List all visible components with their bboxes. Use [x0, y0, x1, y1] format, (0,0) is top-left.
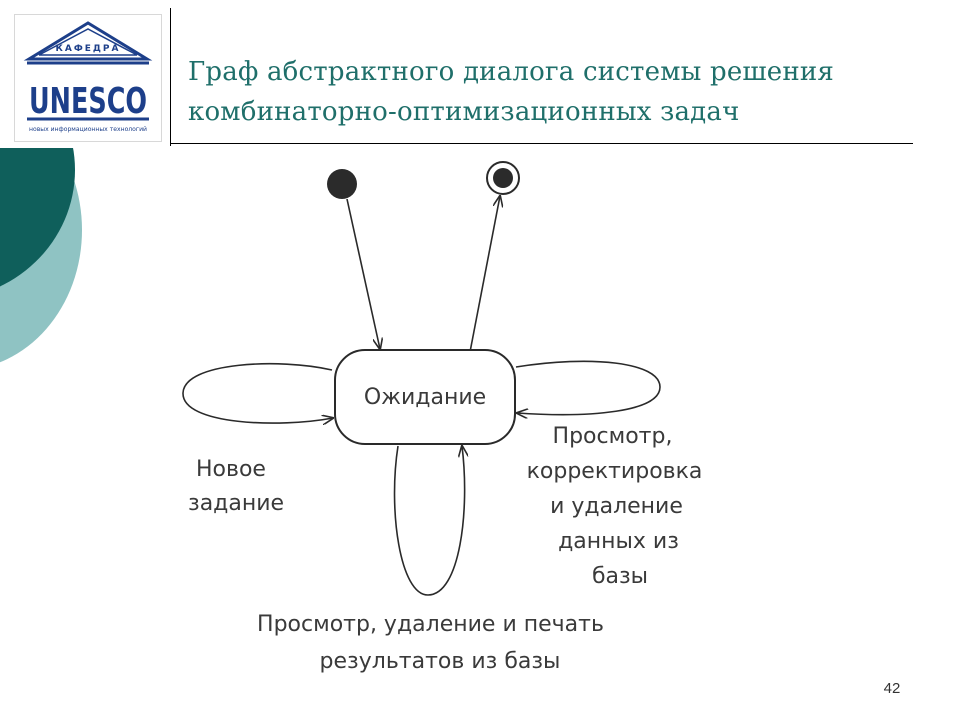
logo-main-text: UNESCO: [29, 81, 147, 122]
bottom-loop-label-line: Просмотр, удаление и печать: [257, 612, 604, 637]
right-loop-arrow: [516, 361, 660, 414]
bottom-loop-label: [257, 612, 611, 674]
right-loop-label-line: Просмотр,: [552, 424, 673, 449]
bottom-loop-arrow: [395, 446, 465, 595]
title-line-2: комбинаторно-оптимизационных задач: [188, 97, 740, 127]
page-number: 42: [883, 680, 901, 697]
initial-transition-arrow: [347, 199, 380, 349]
logo-bottom-text: новых информационных технологий: [29, 126, 148, 133]
right-loop-label-line: базы: [591, 564, 649, 589]
final-state-bullseye-icon: [487, 162, 519, 194]
left-loop-label-line: задание: [188, 491, 285, 516]
bottom-loop-label-line: результатов из базы: [319, 649, 561, 674]
left-loop-label-line: Новое: [196, 457, 266, 482]
right-loop-label-line: корректировка: [526, 459, 703, 484]
left-loop-label: [188, 457, 284, 516]
logo-top-text: КАФЕДРА: [55, 44, 121, 54]
waiting-state-label: Ожидание: [363, 385, 487, 410]
right-loop-label-line: и удаление: [550, 494, 683, 519]
left-loop-arrow: [183, 364, 333, 423]
right-loop-label-line: данных из: [558, 529, 679, 554]
initial-state-dot-icon: [327, 169, 357, 199]
title-line-1: Граф абстрактного диалога системы решения: [188, 57, 835, 87]
right-loop-label: [527, 424, 710, 589]
final-transition-arrow: [470, 196, 500, 352]
